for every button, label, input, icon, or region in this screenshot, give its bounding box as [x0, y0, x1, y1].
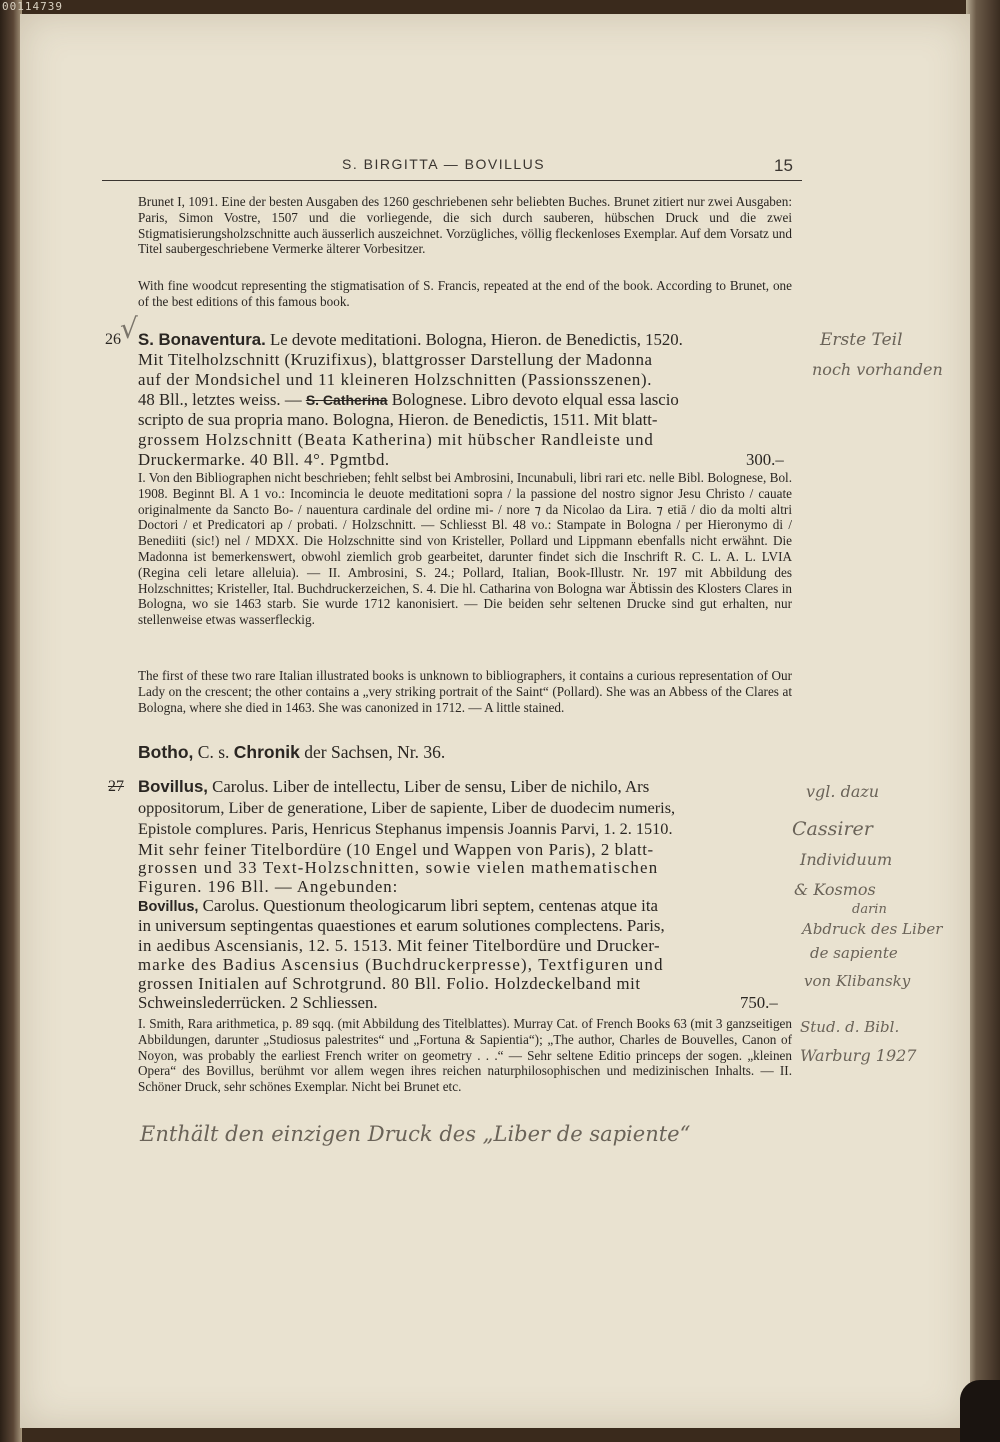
- margin-note-27-4: & Kosmos: [794, 880, 876, 899]
- entry-26-line4: 48 Bll., letztes weiss. — S. Catherina Bolognese. Libro devoto elqual essa lascio: [138, 390, 679, 409]
- header-rule: [102, 180, 802, 181]
- entry-27-line1: Bovillus, Carolus. Liber de intellectu, Liber de sensu, Liber de nichilo, Ars: [138, 777, 650, 796]
- margin-note-27-6: Abdruck des Liber: [802, 920, 943, 938]
- entry-26-line5: scripto de sua propria mano. Bologna, Hieron. de Benedictis, 1511. Mit blatt-: [138, 410, 658, 429]
- header-title: S. BIRGITTA — BOVILLUS: [342, 156, 546, 172]
- entry-27-title: Bovillus,: [138, 777, 208, 796]
- entry-27-line4: Mit sehr feiner Titelbordüre (10 Engel und Wappen von Paris), 2 blatt-: [138, 840, 654, 859]
- entry-27-sub-line1: Bovillus, Carolus. Questionum theologicarum libri septem, centenas atque ita: [138, 896, 658, 915]
- scan-label: 00114739: [2, 0, 63, 13]
- prev-entry-note-en: With fine woodcut representing the stigmatisation of S. Francis, repeated at the end of the book. According to Brunet, one of the best editions of this famous book.: [138, 278, 792, 309]
- check-mark: √: [120, 312, 138, 345]
- margin-note-26b: noch vorhanden: [812, 360, 943, 379]
- entry-27-sub-line3: in aedibus Ascensianis, 12. 5. 1513. Mit feiner Titelbordüre und Drucker-: [138, 936, 660, 955]
- prev-entry-note-de: Brunet I, 1091. Eine der besten Ausgaben des 1260 geschriebenen sehr beliebten Buches. Brunet zitiert nur zwei Ausgaben: Paris, Simon Vostre, 1507 und die vorliegende, die sich durch sauberen, hübschen Druck und die zwei Stigmatisierungsholzschnitte auch äusserlich auszeichnet. Vorzügliches, völlig fleckenloses Exemplar. Auf dem Vorsatz und Titel saubergeschriebene Vermerke älterer Vorbesitzer.: [138, 194, 792, 257]
- entry-26-line6: grossem Holzschnitt (Beata Katherina) mit hübscher Randleiste und: [138, 430, 654, 449]
- struck-text: S. Catherina: [305, 392, 388, 408]
- entry-26-line7: Druckermarke. 40 Bll. 4°. Pgmtbd.: [138, 450, 390, 469]
- entry-26-line3: auf der Mondsichel und 11 kleineren Holzschnitten (Passionsszenen).: [138, 370, 653, 389]
- page-clip: [960, 1380, 1000, 1442]
- entry-27-sub-title: Bovillus,: [138, 899, 199, 915]
- entry-27-sub-line4: marke des Badius Ascensius (Buchdruckerpresse), Textfiguren und: [138, 955, 664, 974]
- entry-26-price: 300.–: [746, 450, 784, 469]
- book-binding-right: [966, 0, 1000, 1442]
- entry-26-note-en: The first of these two rare Italian illustrated books is unknown to bibliographers, it contains a curious representation of Our Lady on the crescent; the other contains a „very striking portrait of the Saint“ (Pollard). She was an Abbess of the Clares at Bologna, where she died in 1463. She was canonized in 1712. — A little stained.: [138, 668, 792, 715]
- entry-27-sub-line5: grossen Initialen auf Schrotgrund. 80 Bll. Folio. Holzdeckelband mit: [138, 974, 641, 993]
- botho-name: Botho,: [138, 742, 194, 762]
- margin-note-27-8: von Klibansky: [804, 972, 911, 990]
- margin-note-27-5: darin: [852, 902, 887, 917]
- entry-26-note-de: I. Von den Bibliographen nicht beschrieben; fehlt selbst bei Ambrosini, Incunabuli, libri rari etc. nelle Bibl. Bolognese, Bol. 1908. Beginnt Bl. A 1 vo.: Incomincia le deuote meditationi sopra / la passione del nostro signor Jesu Christo / cauate originalmente da Sancto Bo- / nauentura cardinale del ordine mi- / nore ⁊ da Nicolao da Lira. ⁊ etiā / dio da molti altri Doctori / et Predicatori ap / probati. / Holzschnitt. — Schliesst Bl. 48 vo.: Stampate in Bologna / per Hieronymo di / Benediiti (sic!) nel / MDXX. Die Holzschnitte sind von Kristeller, Pollard und Lippmann ebenfalls nicht erwähnt. Die Madonna ist bemerkenswert, obwohl ziemlich grob gearbeitet, darunter findet sich die Inschrift R. C. L. A. L. LVIA (Regina celi letare alleluia). — II. Ambrosini, S. 24.; Pollard, Italian, Book-Illustr. Nr. 197 mit Abbildung des Holzschnittes; Kristeller, Ital. Buchdruckerzeichen, S. 4. Die hl. Catharina von Bologna war Äbtissin des Klosters Clares in Bologna, wo sie 1463 starb. Sie wurde 1712 kanonisiert. — Die beiden sehr seltenen Drucke sind gut erhalten, nur stellenweise etwas wasserfleckig.: [138, 470, 792, 628]
- margin-note-27-1: vgl. dazu: [806, 782, 880, 801]
- entry-27-line3: Epistole complures. Paris, Henricus Stephanus impensis Joannis Parvi, 1. 2. 1510.: [138, 819, 673, 838]
- entry-27-sub-line6: Schweinslederrücken. 2 Schliessen.: [138, 993, 378, 1012]
- margin-note-26a: Erste Teil: [820, 330, 903, 350]
- book-binding-left: [0, 0, 22, 1442]
- margin-note-27-10: Warburg 1927: [800, 1046, 917, 1065]
- entry-26-line2: Mit Titelholzschnitt (Kruzifixus), blattgrosser Darstellung der Madonna: [138, 350, 653, 369]
- entry-number-26: 26: [105, 331, 121, 348]
- margin-note-27-3: Individuum: [800, 850, 893, 869]
- handwritten-bottom-note: Enthält den einzigen Druck des „Liber de sapiente“: [140, 1122, 691, 1146]
- entry-27-note: I. Smith, Rara arithmetica, p. 89 sqq. (mit Abbildung des Titelblattes). Murray Cat. of French Books 63 (mit 3 ganzseitigen Abbildungen, darunter „Studiosus palestrites“ und „Fortuna & Sapientia“); „The author, Charles de Bouvelles, Canon of Noyon, was probably the earliest French writer on geometry . . .“ — Sehr seltene Editio princeps der sogen. „kleinen Opera“ des Bovillus, berühmt vor allem wegen ihres reichen naturphilosophischen und medizinischen Inhalts. — II. Schöner Druck, sehr schönes Exemplar. Nicht bei Brunet etc.: [138, 1016, 792, 1095]
- entry-26-title: S. Bonaventura.: [138, 330, 266, 349]
- entry-27-line2: oppositorum, Liber de generatione, Liber de sapiente, Liber de duodecim numeris,: [138, 798, 676, 817]
- margin-note-27-7: de sapiente: [810, 944, 898, 962]
- entry-26-line1: S. Bonaventura. Le devote meditationi. Bologna, Hieron. de Benedictis, 1520.: [138, 330, 683, 349]
- botho-entry: Botho, C. s. Chronik der Sachsen, Nr. 36.: [138, 742, 446, 762]
- entry-27-line5: grossen und 33 Text-Holzschnitten, sowie vielen mathematischen: [138, 858, 659, 877]
- entry-27-line6: Figuren. 196 Bll. — Angebunden:: [138, 877, 399, 896]
- entry-27-price: 750.–: [740, 993, 778, 1012]
- entry-27-sub-line2: in universum septingentas quaestiones et earum solutiones complectens. Paris,: [138, 916, 665, 935]
- margin-note-27-9: Stud. d. Bibl.: [800, 1018, 900, 1036]
- margin-note-27-2: Cassirer: [792, 818, 873, 840]
- entry-number-27: 27: [108, 778, 124, 795]
- page-number: 15: [774, 156, 793, 175]
